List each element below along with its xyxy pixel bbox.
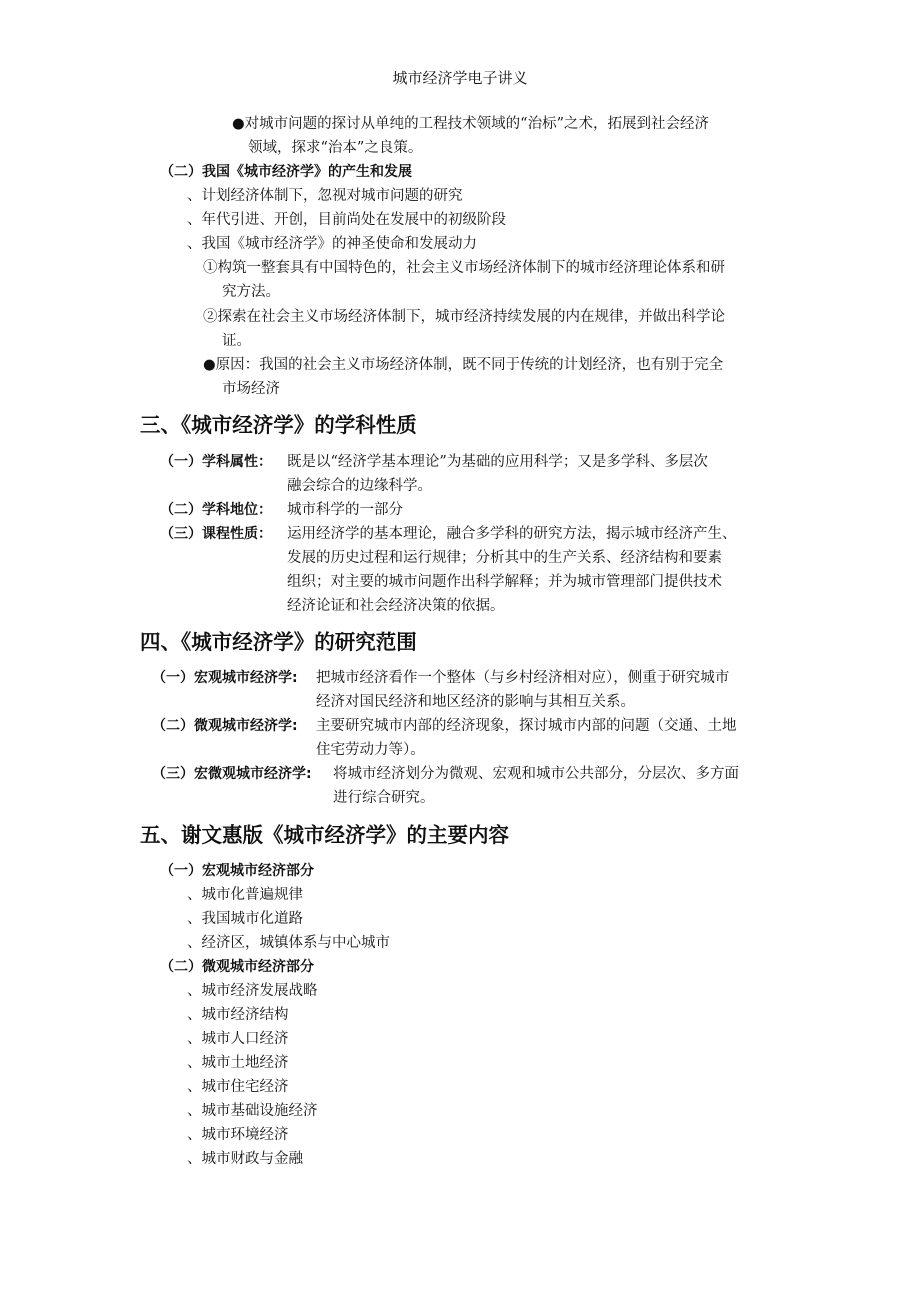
item-text: 住宅劳动力等）。 [316, 742, 425, 758]
item-text: 城市科学的一部分 [287, 502, 403, 518]
item-text: 经济对国民经济和地区经济的影响与其相互关系。 [316, 694, 635, 710]
mission-point-2-line1: ②探索在社会主义市场经济体制下，城市经济持续发展的内在规律，并做出科学论 [203, 309, 725, 325]
list-item: 、城市环境经济 [187, 1127, 289, 1143]
item-text: 将城市经济划分为微观、宏观和城市公共部分，分层次、多方面 [333, 766, 739, 782]
list-item: 、我国《城市经济学》的神圣使命和发展动力 [187, 236, 477, 252]
section-heading: 五、谢文惠版《城市经济学》的主要内容 [140, 823, 509, 847]
list-item: 、城市经济发展战略 [187, 983, 318, 999]
reason-line1: ●原因：我国的社会主义市场经济体制，既不同于传统的计划经济，也有别于完全 [203, 357, 724, 373]
intro-bullet-line2: 领域，探求“治本”之良策。 [248, 140, 423, 156]
list-item: 、计划经济体制下，忽视对城市问题的研究 [187, 188, 463, 204]
item-text: 组织；对主要的城市问题作出科学解释；并为城市管理部门提供技术 [287, 574, 722, 590]
item-label: （一）学科属性： [160, 454, 272, 470]
item-text: 融会综合的边缘科学。 [287, 478, 432, 494]
list-item: 、城市化普遍规律 [187, 887, 303, 903]
item-label: （二）微观城市经济学: [152, 718, 298, 734]
subsection-title: （二）我国《城市经济学》的产生和发展 [160, 164, 412, 180]
list-item: 、城市人口经济 [187, 1031, 289, 1047]
subsection-title: （一）宏观城市经济部分 [160, 863, 314, 879]
list-item: 、经济区，城镇体系与中心城市 [187, 935, 390, 951]
item-label: （一）宏观城市经济学: [152, 670, 298, 686]
list-item: 、城市土地经济 [187, 1055, 289, 1071]
reason-line2: 市场经济 [222, 381, 280, 397]
item-text: 发展的历史过程和运行规律；分析其中的生产关系、经济结构和要素 [287, 550, 722, 566]
item-label: （三）课程性质： [160, 526, 272, 542]
list-item: 、城市财政与金融 [187, 1151, 303, 1167]
list-item: 、城市基础设施经济 [187, 1103, 318, 1119]
section-heading: 四、《城市经济学》的研究范围 [140, 630, 417, 654]
intro-bullet-line1: ●对城市问题的探讨从单纯的工程技术领域的“治标”之术，拓展到社会经济 [232, 116, 709, 132]
item-text: 主要研究城市内部的经济现象，探讨城市内部的问题（交通、土地 [316, 718, 737, 734]
item-text: 运用经济学的基本理论，融合多学科的研究方法，揭示城市经济产生、 [287, 526, 737, 542]
item-text: 既是以“经济学基本理论”为基础的应用科学；又是多学科、多层次 [287, 454, 708, 470]
page-header: 城市经济学电子讲义 [392, 69, 528, 87]
list-item: 、城市经济结构 [187, 1007, 289, 1023]
item-text: 进行综合研究。 [333, 790, 435, 806]
list-item: 、我国城市化道路 [187, 911, 303, 927]
item-text: 把城市经济看作一个整体（与乡村经济相对应），侧重于研究城市 [316, 670, 730, 686]
list-item: 、年代引进、开创，目前尚处在发展中的初级阶段 [187, 212, 506, 228]
list-item: 、城市住宅经济 [187, 1079, 289, 1095]
mission-point-1-line2: 究方法。 [222, 284, 280, 300]
section-heading: 三、《城市经济学》的学科性质 [140, 413, 417, 437]
mission-point-1-line1: ①构筑一整套具有中国特色的，社会主义市场经济体制下的城市经济理论体系和研 [203, 260, 725, 276]
item-label: （二）学科地位： [160, 502, 272, 518]
subsection-title: （二）微观城市经济部分 [160, 959, 314, 975]
mission-point-2-line2: 证。 [222, 333, 251, 349]
item-text: 经济论证和社会经济决策的依据。 [287, 598, 505, 614]
item-label: （三）宏微观城市经济学: [152, 766, 312, 782]
